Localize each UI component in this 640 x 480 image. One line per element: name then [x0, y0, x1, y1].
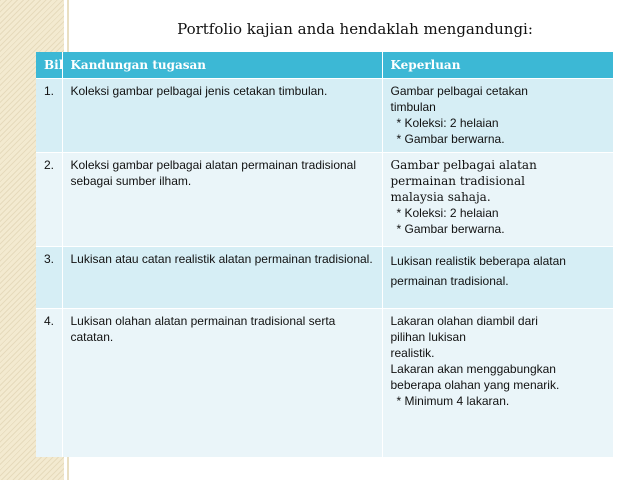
table-row	[36, 309, 614, 457]
keperluan-bullet: * Koleksi: 2 helaian	[396, 206, 499, 220]
keperluan-line: Gambar pelbagai cetakan	[390, 84, 528, 98]
keperluan-line: Lukisan realistik beberapa alatan	[390, 254, 566, 268]
row-kandungan: Lukisan olahan alatan permainan tradisional serta catatan.	[62, 309, 382, 457]
requirements-table	[36, 52, 614, 457]
keperluan-line: beberapa olahan yang menarik.	[390, 378, 560, 392]
row-keperluan	[382, 247, 614, 309]
keperluan-line: realistik.	[390, 346, 435, 360]
row-keperluan	[382, 309, 614, 457]
keperluan-bullet: * Gambar berwarna.	[396, 132, 505, 146]
keperluan-line: malaysia sahaja.	[390, 190, 491, 204]
row-kandungan: Lukisan atau catan realistik alatan permainan tradisional.	[62, 247, 382, 309]
table-row	[36, 247, 614, 309]
keperluan-line: timbulan	[390, 100, 436, 114]
keperluan-line: pilihan lukisan	[390, 330, 466, 344]
row-keperluan	[382, 153, 614, 247]
keperluan-bullet: * Gambar berwarna.	[396, 222, 505, 236]
row-number: 2.	[36, 153, 62, 247]
table-row	[36, 153, 614, 247]
table-row	[36, 79, 614, 153]
keperluan-line: Gambar pelbagai alatan	[390, 158, 537, 172]
keperluan-bullet: * Minimum 4 lakaran.	[396, 394, 510, 408]
row-kandungan: Koleksi gambar pelbagai alatan permainan tradisional sebagai sumber ilham.	[62, 153, 382, 247]
row-keperluan	[382, 79, 614, 153]
header-kandungan: Kandungan tugasan	[62, 52, 382, 79]
row-number: 1.	[36, 79, 62, 153]
header-keperluan: Keperluan	[382, 52, 614, 79]
row-number: 3.	[36, 247, 62, 309]
header-bil: Bil	[36, 52, 62, 79]
keperluan-bullet: * Koleksi: 2 helaian	[396, 116, 499, 130]
table-header-row	[36, 52, 614, 79]
row-kandungan: Koleksi gambar pelbagai jenis cetakan timbulan.	[62, 79, 382, 153]
row-number: 4.	[36, 309, 62, 457]
keperluan-line: permainan tradisional	[390, 174, 525, 188]
keperluan-line: Lakaran olahan diambil dari	[390, 314, 538, 328]
keperluan-line: permainan tradisional.	[390, 274, 509, 288]
keperluan-line: Lakaran akan menggabungkan	[390, 362, 556, 376]
page-title: Portfolio kajian anda hendaklah mengandungi:	[177, 20, 533, 38]
